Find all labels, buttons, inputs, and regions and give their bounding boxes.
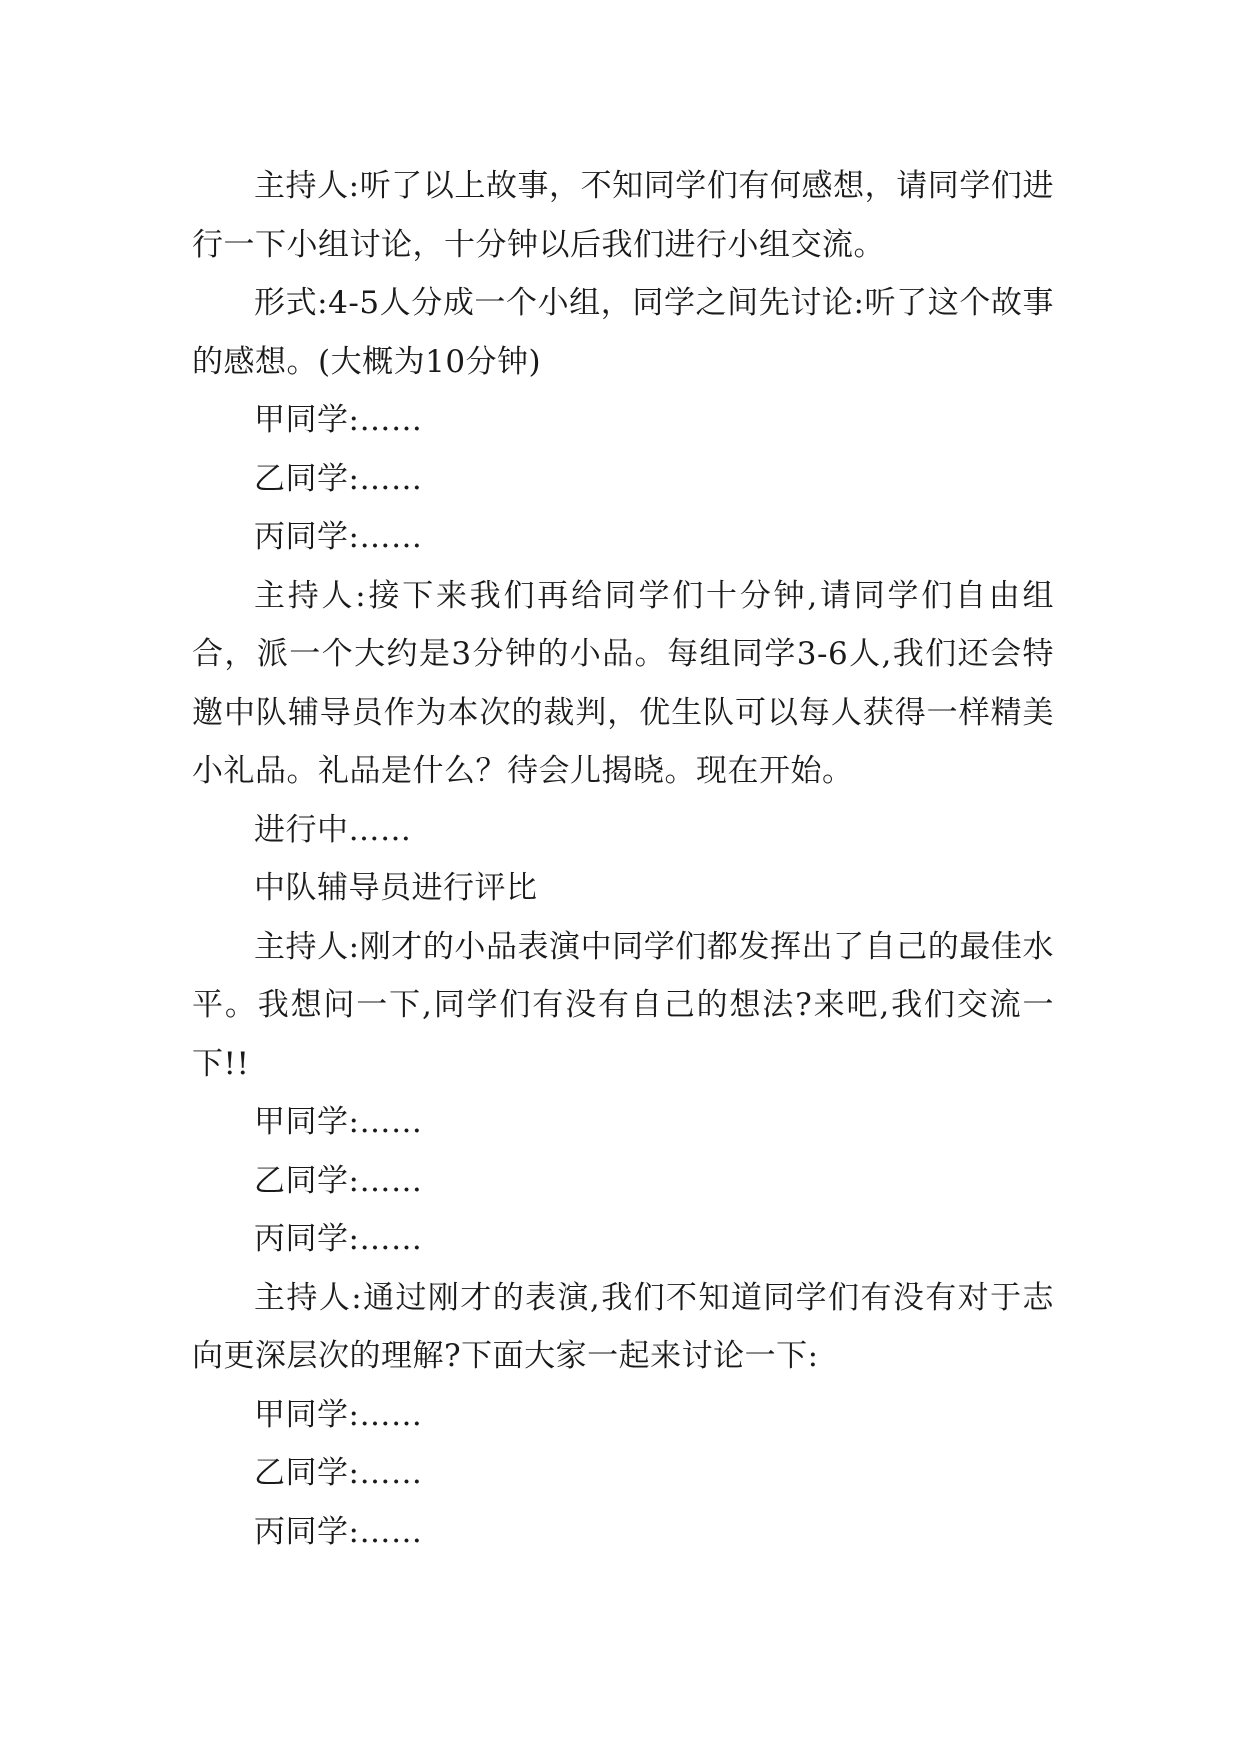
paragraph-student-c: 丙同学:……	[254, 1513, 423, 1550]
paragraph-student-c: 丙同学:……	[254, 1221, 423, 1257]
paragraph-host-exchange: 主持人:刚才的小品表演中同学们都发挥出了自己的最佳水平。我想问一下,同学们有没有自己的想法?来吧,我们交流一下!!	[192, 928, 1054, 1082]
document-body	[192, 157, 1054, 1561]
paragraph-format: 形式:4-5人分成一个小组，同学之间先讨论:听了这个故事的感想。(大概为10分钟)	[192, 285, 1054, 380]
paragraph-host-intro: 主持人:听了以上故事，不知同学们有何感想，请同学们进行一下小组讨论，十分钟以后我们进行小组交流。	[192, 168, 1054, 263]
paragraph-host-skit: 主持人:接下来我们再给同学们十分钟,请同学们自由组合，派一个大约是3分钟的小品。每组同学3-6人,我们还会特邀中队辅导员作为本次的裁判，优生队可以每人获得一样精美小礼品。礼品是什么？待会儿揭晓。现在开始。	[192, 577, 1054, 789]
paragraph-host-discussion: 主持人:通过刚才的表演,我们不知道同学们有没有对于志向更深层次的理解?下面大家一起来讨论一下:	[192, 1279, 1054, 1374]
paragraph-student-b: 乙同学:……	[254, 1455, 423, 1491]
paragraph-student-a: 甲同学:……	[254, 1104, 423, 1140]
paragraph-in-progress: 进行中……	[254, 811, 412, 848]
paragraph-student-a: 甲同学:……	[254, 1396, 423, 1433]
paragraph-student-b: 乙同学:……	[254, 460, 423, 497]
paragraph-student-b: 乙同学:……	[254, 1162, 423, 1199]
paragraph-student-a: 甲同学:……	[254, 402, 423, 438]
paragraph-counselor-judging: 中队辅导员进行评比	[254, 870, 538, 906]
paragraph-student-c: 丙同学:……	[254, 519, 423, 555]
